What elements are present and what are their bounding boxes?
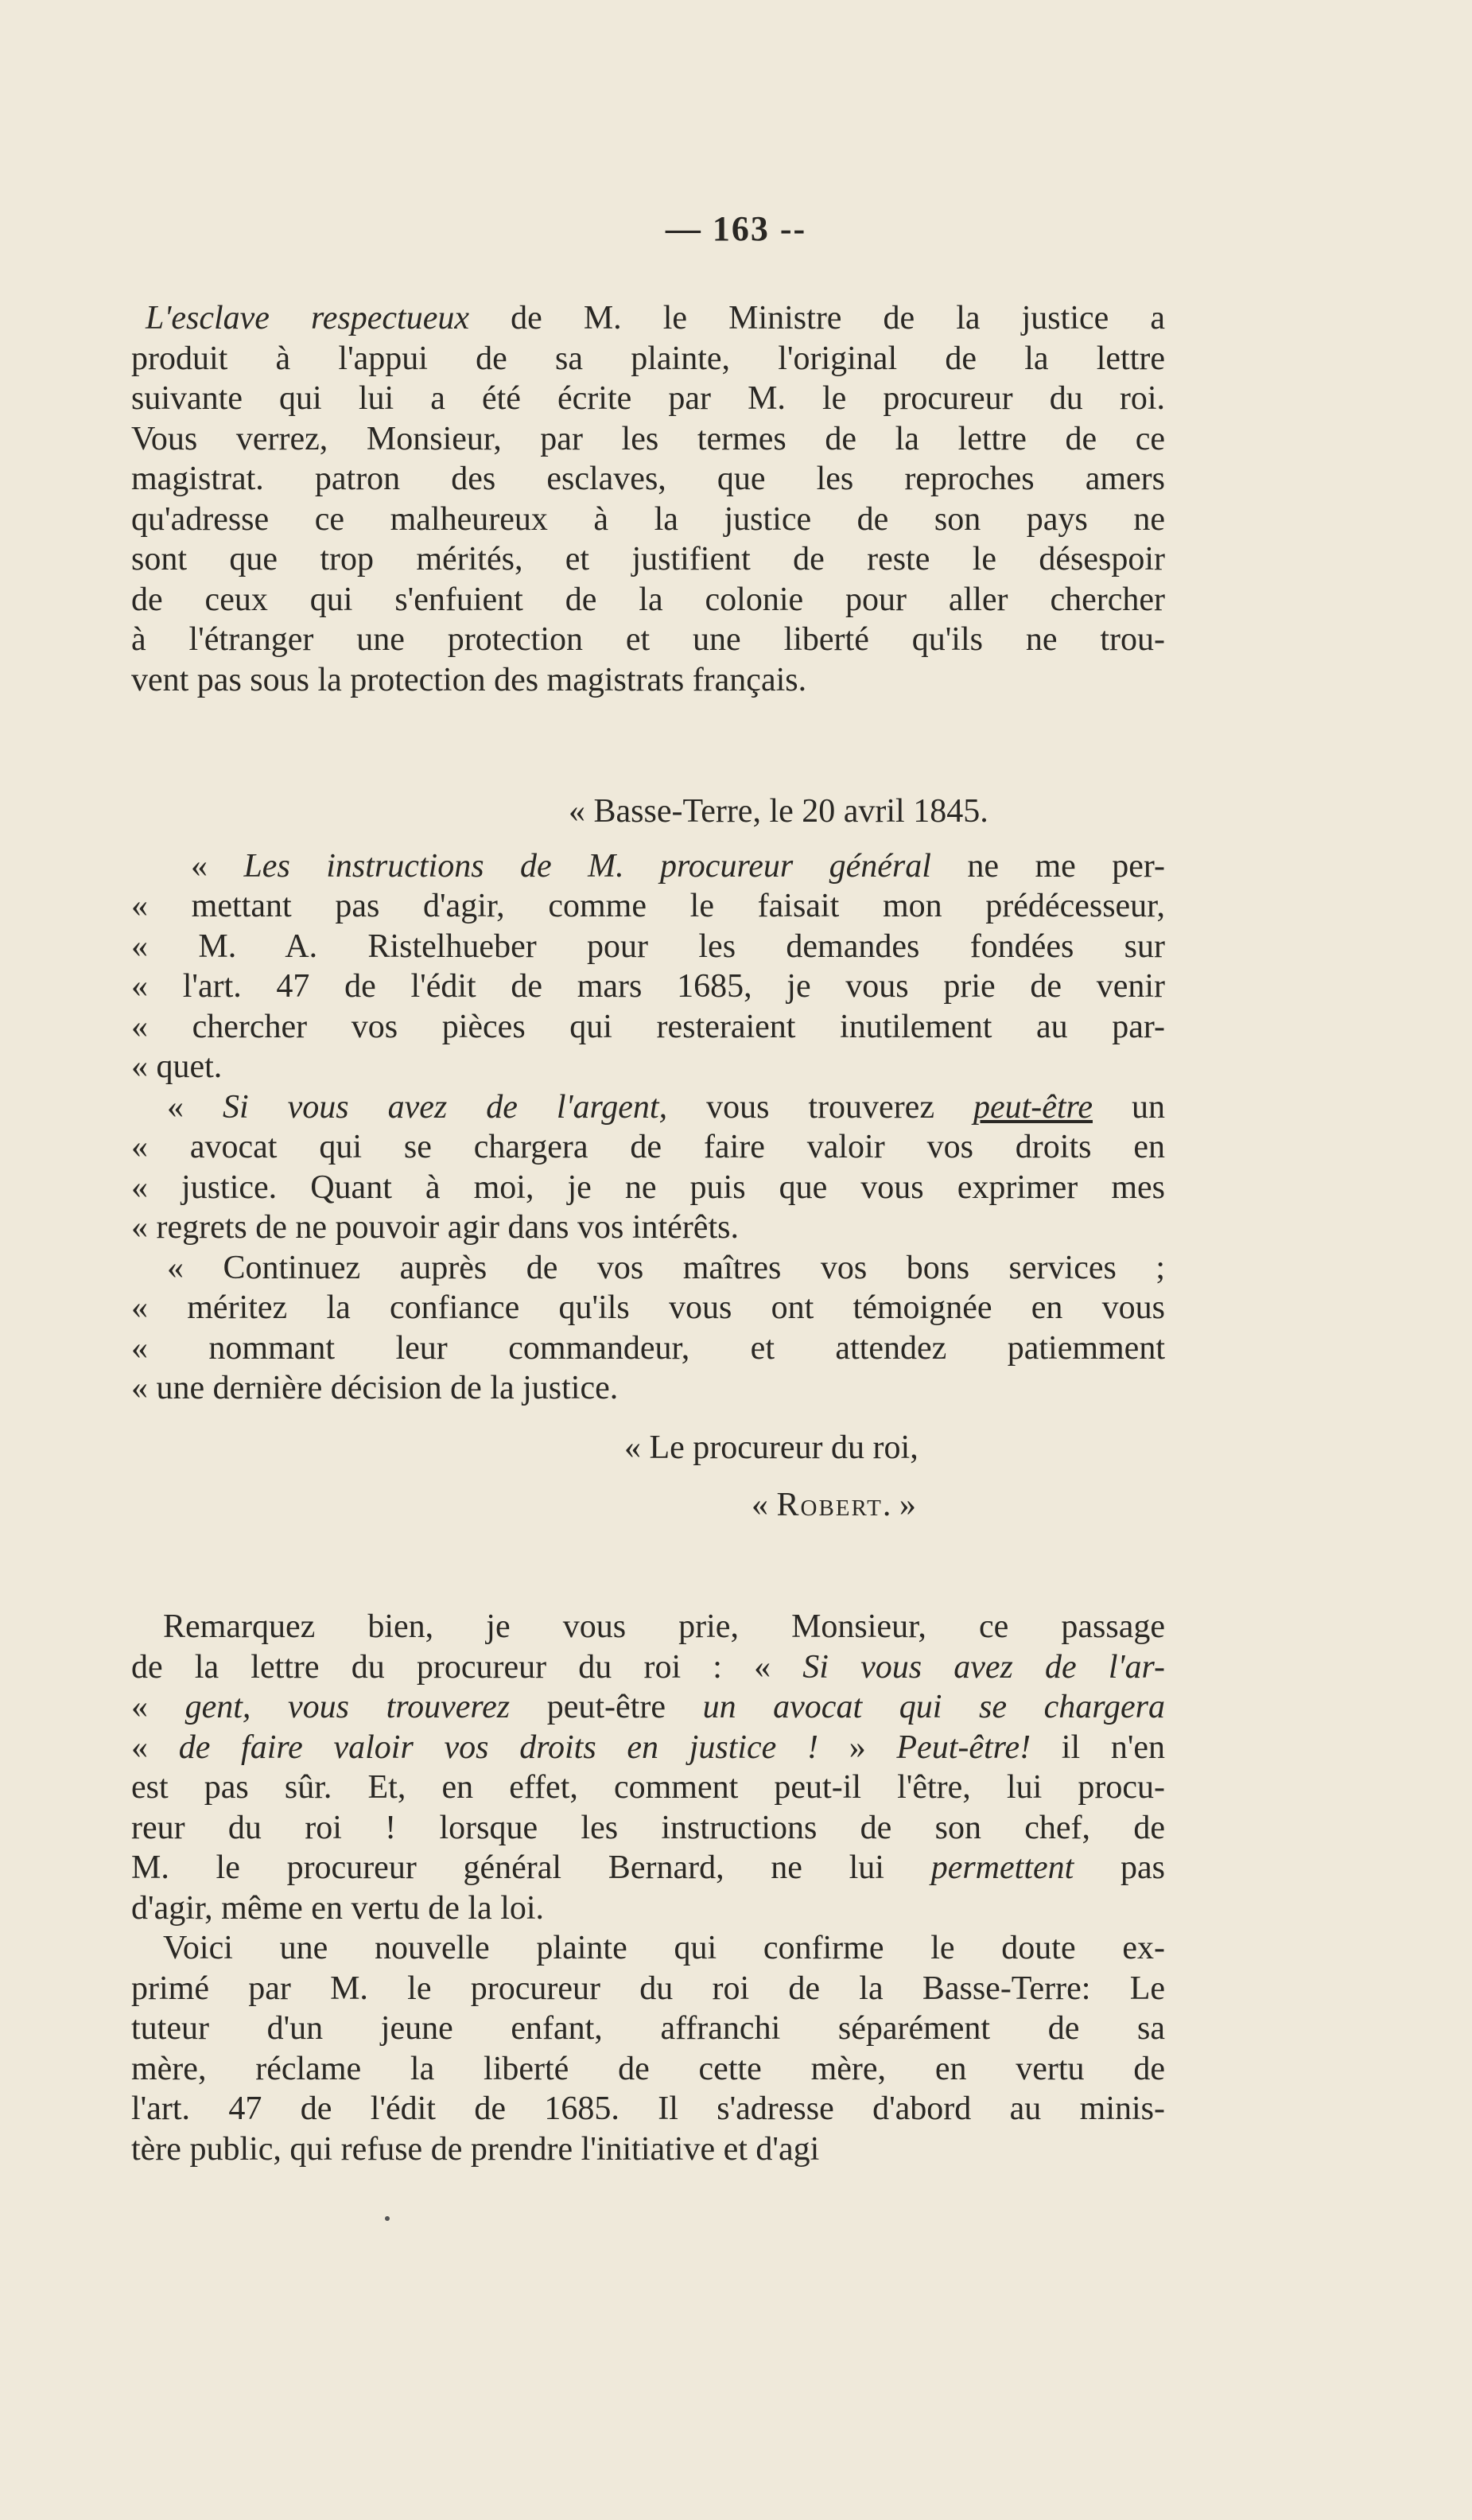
text-line: « M. A. Ristelhueber pour les demandes fondées sur [131, 928, 1165, 965]
text-line: reur du roi ! lorsque les instructions de son chef, de [131, 1809, 1165, 1846]
text-line: qu'adresse ce malheureux à la justice de son pays ne [131, 500, 1165, 538]
text-span: « [167, 1088, 223, 1126]
ink-speck [385, 2216, 390, 2221]
italic-span: Si vous avez de l'ar- [802, 1648, 1166, 1686]
text-line: de ceux qui s'enfuient de la colonie pour aller chercher [131, 581, 1165, 618]
italic-span: Peut-être! [896, 1729, 1031, 1766]
italic-span: un avocat qui se chargera [702, 1689, 1165, 1725]
text-span: . » [882, 1487, 916, 1523]
intro-paragraph [131, 298, 1165, 700]
text-span: « [131, 1689, 185, 1725]
italic-span: Les instructions de M. procureur général [243, 847, 931, 885]
text-span: pas [1074, 1849, 1165, 1886]
text-span: de M. le Ministre de la justice a [469, 300, 1165, 336]
letter-paragraph-1 [131, 846, 1165, 1087]
page-number: — 163 -- [665, 209, 807, 248]
text-line: « mettant pas d'agir, comme le faisait mon prédécesseur, [131, 888, 1165, 924]
text-line: produit à l'appui de sa plainte, l'original de la lettre [131, 340, 1165, 377]
text-line [131, 1687, 1165, 1728]
text-line [131, 298, 1165, 339]
text-span: « [752, 1487, 777, 1523]
text-line: l'art. 47 de l'édit de 1685. Il s'adresse d'abord au minis- [131, 2090, 1165, 2127]
text-line: sont que trop mérités, et justifient de reste le désespoir [131, 541, 1165, 578]
text-line: « une dernière décision de la justice. [131, 1370, 619, 1406]
commentary [131, 1607, 1165, 2169]
italic-title: L'esclave respectueux [146, 300, 470, 336]
text-line: « chercher vos pièces qui resteraient inutilement au par- [131, 1008, 1165, 1045]
text-line: Voici une nouvelle plainte qui confirme le doute ex- [163, 1930, 1165, 1966]
text-line: « avocat qui se chargera de faire valoir vos droits en [131, 1129, 1165, 1165]
italic-span: Si vous avez de l'argent, [222, 1088, 668, 1126]
text-span: « [191, 847, 244, 885]
italic-span: gent, vous trouverez [184, 1689, 511, 1725]
text-line: Remarquez bien, je vous prie, Monsieur, ce passage [163, 1608, 1165, 1645]
text-line: « nommant leur commandeur, et attendez patiemment [131, 1329, 1165, 1367]
text-span: vous trouverez [667, 1088, 973, 1126]
letter [131, 791, 1165, 1526]
text-line: tuteur d'un jeune enfant, affranchi séparément de sa [131, 2010, 1165, 2047]
text-line: à l'étranger une protection et une liberté qu'ils ne trou- [131, 621, 1165, 658]
text-span: peut-être [510, 1689, 703, 1725]
text-span: « [131, 1729, 179, 1766]
text-line [131, 1647, 1165, 1688]
text-span: il n'en [1031, 1729, 1166, 1766]
signature-title: « Le procureur du roi, [624, 1429, 919, 1466]
italic-span: permettent [930, 1849, 1074, 1886]
text-line: « méritez la confiance qu'ils vous ont témoignée en vous [131, 1289, 1165, 1326]
signature-name [131, 1485, 1165, 1526]
text-line: d'agir, même en vertu de la loi. [131, 1889, 545, 1927]
text-span: ne me per- [930, 847, 1165, 885]
text-span: un [1093, 1088, 1165, 1126]
text-line: tère public, qui refuse de prendre l'initiative et d'agi [131, 2130, 820, 2168]
text-span: M. le procureur général Bernard, ne lui [131, 1849, 931, 1886]
text-line [131, 1728, 1165, 1768]
text-line: suivante qui lui a été écrite par M. le procureur du roi. [131, 380, 1165, 417]
text-line: « quet. [131, 1048, 223, 1085]
text-span: » [818, 1729, 897, 1766]
text-line [131, 1848, 1165, 1888]
text-line: « regrets de ne pouvoir agir dans vos intérêts. [131, 1209, 739, 1246]
letter-paragraph-3 [131, 1248, 1165, 1409]
text-line: magistrat. patron des esclaves, que les reproches amers [131, 461, 1165, 497]
italic-span: de faire valoir vos droits en justice ! [178, 1729, 819, 1766]
text-line: mère, réclame la liberté de cette mère, en vertu de [131, 2050, 1165, 2087]
letter-paragraph-2 [131, 1087, 1165, 1248]
dateline: « Basse-Terre, le 20 avril 1845. [569, 793, 988, 830]
text-line: « Continuez auprès de vos maîtres vos bons services ; [167, 1249, 1165, 1286]
text-span: de la lettre du procureur du roi : « [131, 1648, 803, 1686]
italic-span: peut-être [973, 1088, 1093, 1126]
text-line: est pas sûr. Et, en effet, comment peut-il l'être, lui procu- [131, 1769, 1165, 1806]
text-line: Vous verrez, Monsieur, par les termes de la lettre de ce [131, 420, 1165, 457]
signature-surname: Robert [776, 1487, 883, 1523]
text-line [131, 846, 1165, 887]
text-line: primé par M. le procureur du roi de la Basse-Terre: Le [131, 1970, 1165, 2007]
text-line: « justice. Quant à moi, je ne puis que vous exprimer mes [131, 1169, 1165, 1206]
text-line: vent pas sous la protection des magistrats français. [131, 661, 807, 698]
text-line [131, 1087, 1165, 1128]
text-line: « l'art. 47 de l'édit de mars 1685, je vous prie de venir [131, 968, 1165, 1005]
